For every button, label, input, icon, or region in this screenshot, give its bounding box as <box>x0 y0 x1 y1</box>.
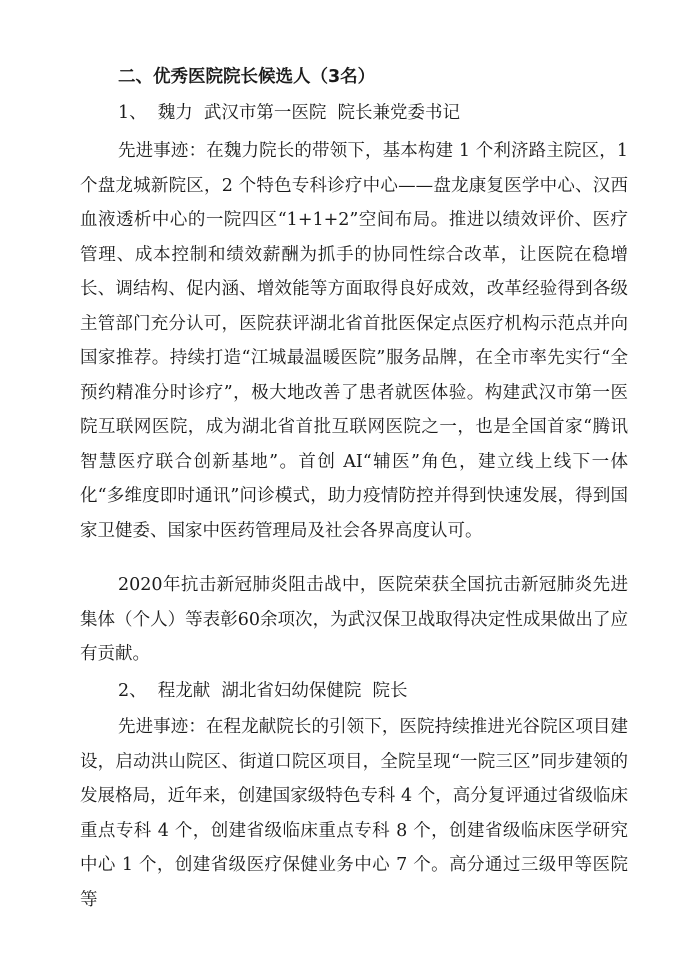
candidate-2-achievements-paragraph: 先进事迹：在程龙献院长的引领下，医院持续推进光谷院区项目建设，启动洪山院区、街道口院区项目，全院呈现“一院三区”同步建领的发展格局，近年来，创建国家级特色专科 4 个，高分复评通过省级临床重点专科 4 个，创建省级临床重点专科 8 个，创建省级临床医学研究中心 1 个，创建省级医疗保健业务中心 7 个。高分通过三级甲等医院等 <box>80 717 628 910</box>
candidate-1-line: 1、 魏力 武汉市第一医院 院长兼党委书记 <box>118 103 461 123</box>
section-heading: 二、优秀医院院长候选人（3名） <box>118 67 376 87</box>
candidate-2-line: 2、 程龙献 湖北省妇幼保健院 院长 <box>118 681 408 701</box>
candidate-1-covid-paragraph: 2020年抗击新冠肺炎阻击战中，医院荣获全国抗击新冠肺炎先进集体（个人）等表彰60余项次，为武汉保卫战取得决定性成果做出了应有贡献。 <box>80 575 628 664</box>
candidate-1-achievements-paragraph: 先进事迹：在魏力院长的带领下，基本构建 1 个利济路主院区，1 个盘龙城新院区，2 个特色专科诊疗中心——盘龙康复医学中心、汉西血液透析中心的一院四区“1+1+2”空间布局。推进以绩效评价、医疗管理、成本控制和绩效薪酬为抓手的协同性综合改革，让医院在稳增长、调结构、促内涵、增效能等方面取得良好成效，改革经验得到各级主管部门充分认可，医院获评湖北省首批医保定点医疗机构示范点并向国家推荐。持续打造“江城最温暖医院”服务品牌，在全市率先实行“全预约精准分时诊疗”，极大地改善了患者就医体验。构建武汉市第一医院互联网医院，成为湖北省首批互联网医院之一，也是全国首家“腾讯智慧医疗联合创新基地”。首创 AI“辅医”角色，建立线上线下一体化“多维度即时通讯”问诊模式，助力疫情防控并得到快速发展，得到国家卫健委、国家中医药管理局及社会各界高度认可。 <box>80 141 628 541</box>
